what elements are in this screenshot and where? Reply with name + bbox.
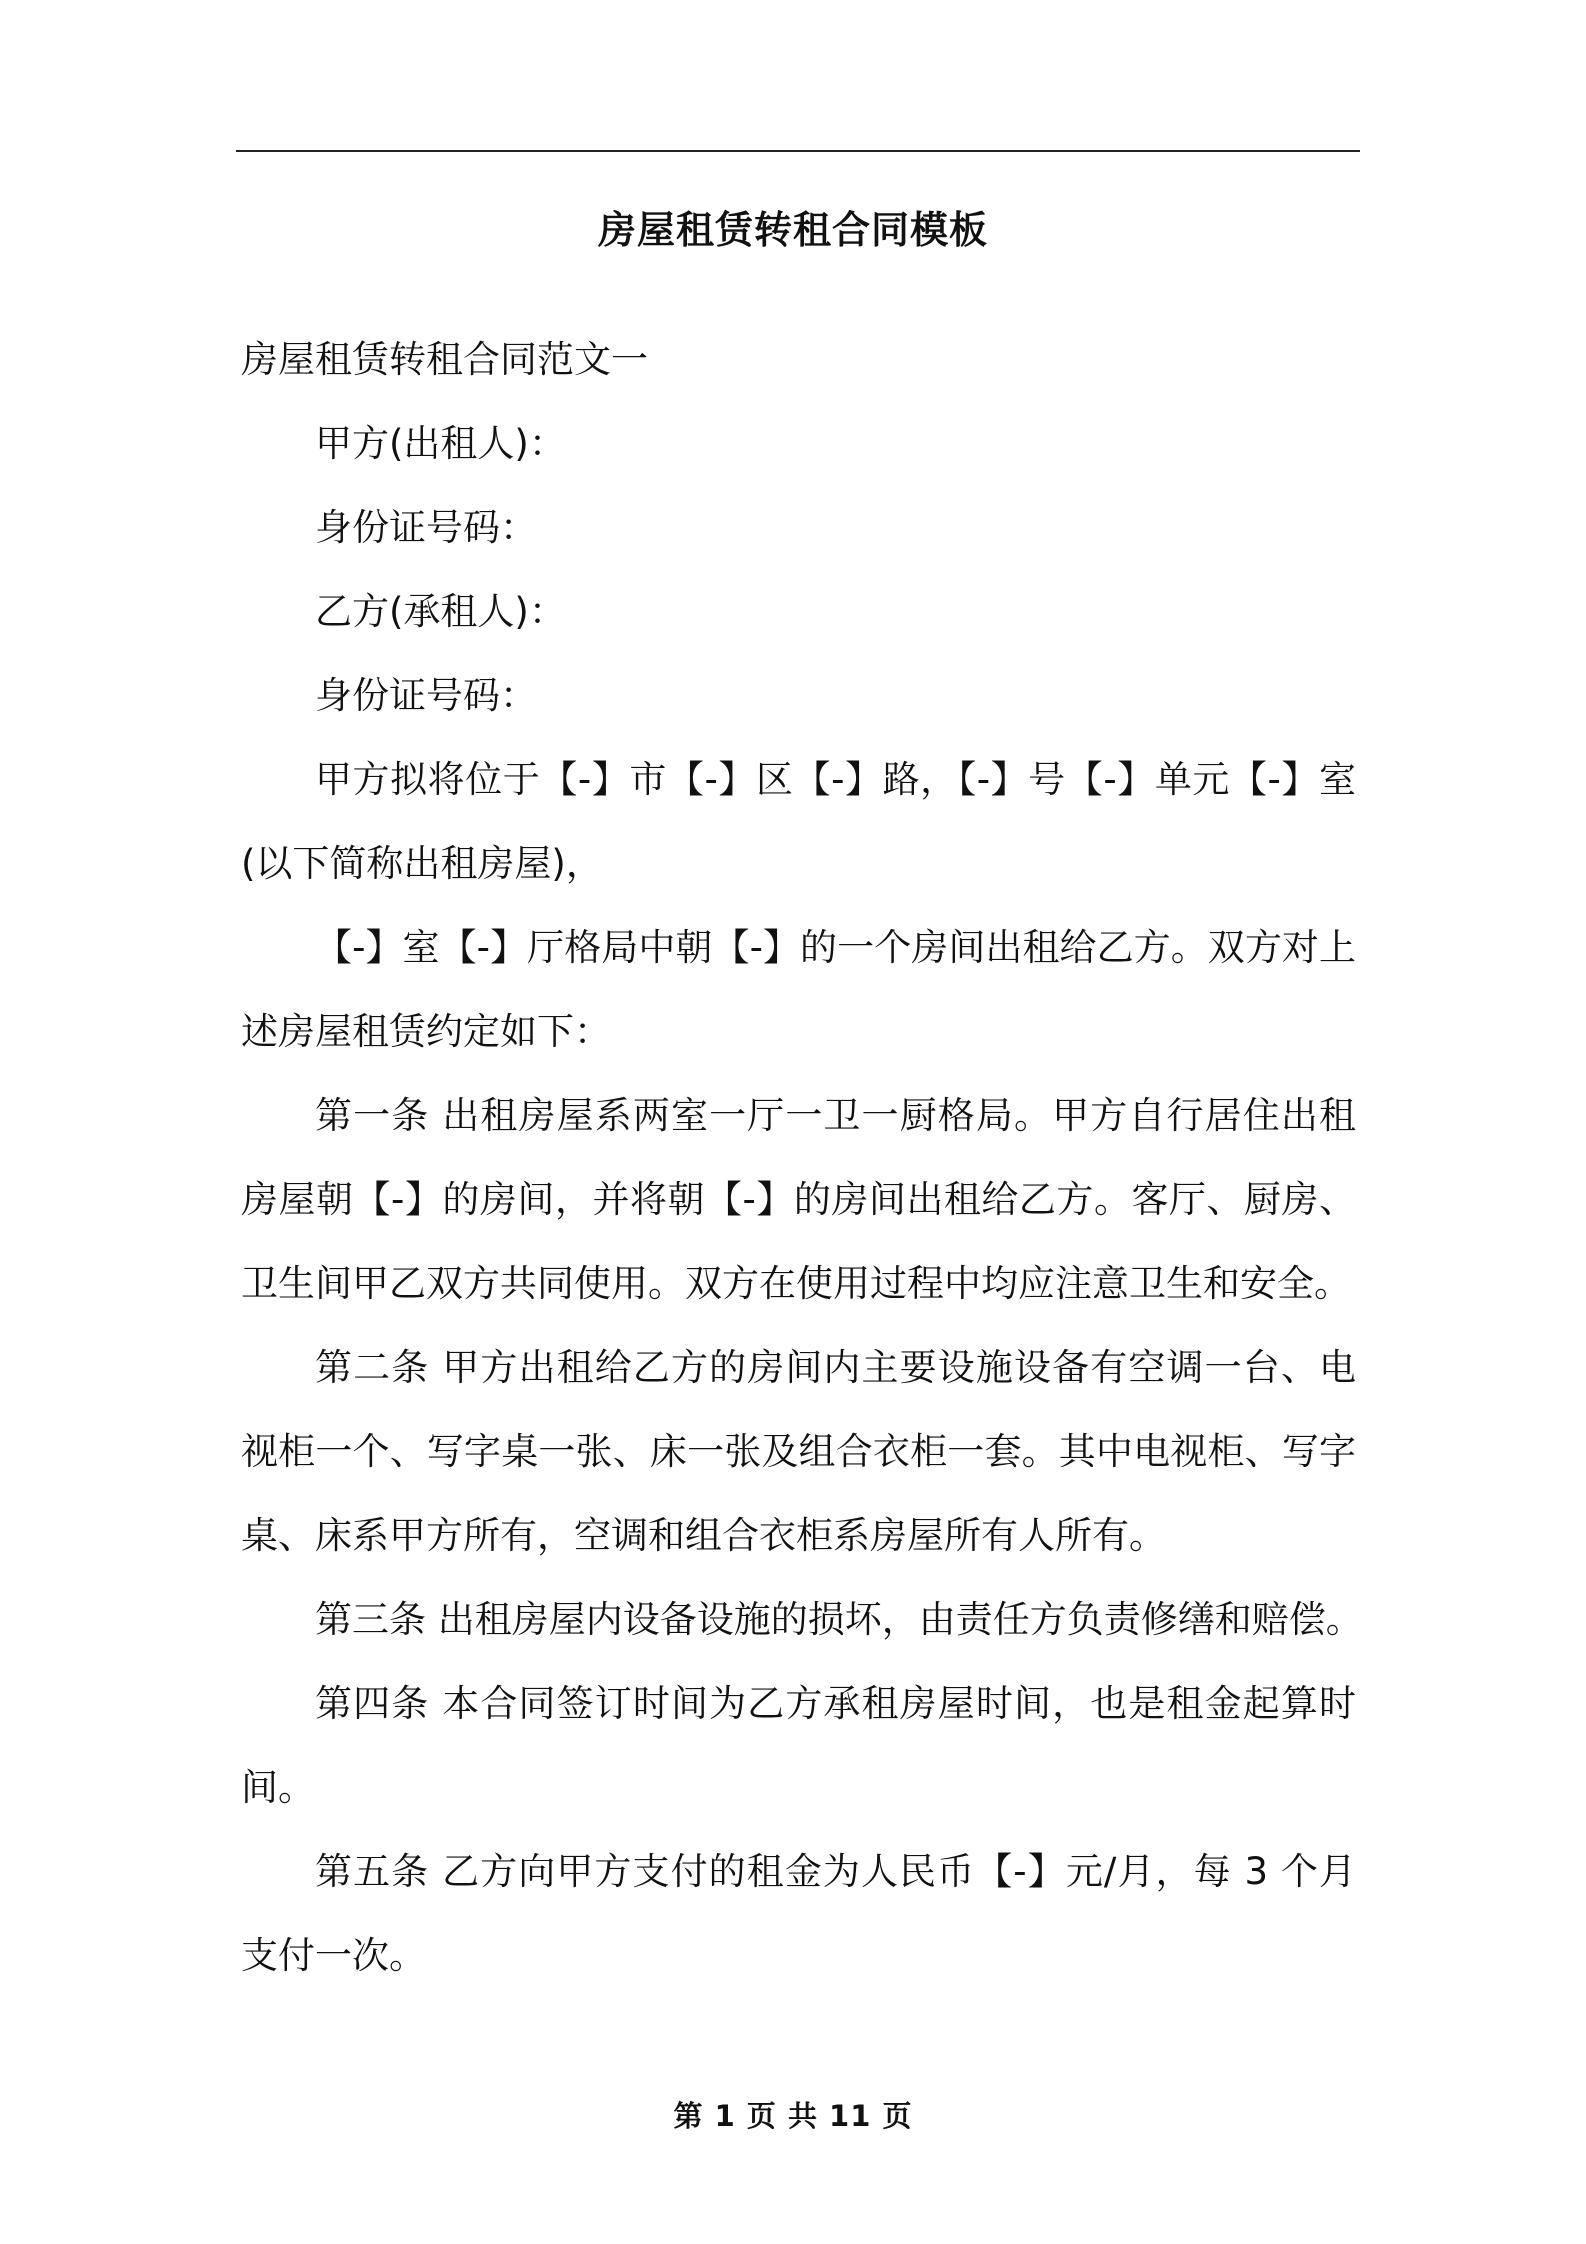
article-2-paragraph: 第二条 甲方出租给乙方的房间内主要设施设备有空调一台、电视柜一个、写字桌一张、床一张及组合衣柜一套。其中电视柜、写字桌、床系甲方所有，空调和组合衣柜系房屋所有人所有。 [241, 1346, 1356, 1557]
document-title: 房屋租赁转租合同模板 [597, 208, 988, 252]
party-a-field: 甲方(出租人)： [315, 422, 566, 465]
party-a-id-field: 身份证号码： [315, 506, 537, 549]
article-4-paragraph: 第四条 本合同签订时间为乙方承租房屋时间，也是租金起算时间。 [241, 1682, 1356, 1809]
article-3-paragraph: 第三条 出租房屋内设备设施的损坏，由责任方负责修缮和赔偿。 [315, 1598, 1363, 1641]
room-layout-paragraph: 【-】室【-】厅格局中朝【-】的一个房间出租给乙方。双方对上述房屋租赁约定如下： [241, 926, 1356, 1053]
article-1-paragraph: 第一条 出租房屋系两室一厅一卫一厨格局。甲方自行居住出租房屋朝【-】的房间，并将朝【-】的房间出租给乙方。客厅、厨房、卫生间甲乙双方共同使用。双方在使用过程中均应注意卫生和安全。 [241, 1094, 1356, 1305]
document-body [241, 318, 1363, 1998]
article-5-paragraph: 第五条 乙方向甲方支付的租金为人民币【-】元/月，每 3 个月支付一次。 [241, 1850, 1356, 1977]
document-subtitle: 房屋租赁转租合同范文一 [241, 338, 648, 381]
page-number: 第 1 页 共 11 页 [673, 2099, 913, 2133]
party-b-field: 乙方(承租人)： [315, 590, 566, 633]
header-rule [236, 150, 1360, 152]
property-location-paragraph: 甲方拟将位于【-】市【-】区【-】路，【-】号【-】单元【-】室(以下简称出租房屋)， [241, 758, 1356, 885]
party-b-id-field: 身份证号码： [315, 674, 537, 717]
